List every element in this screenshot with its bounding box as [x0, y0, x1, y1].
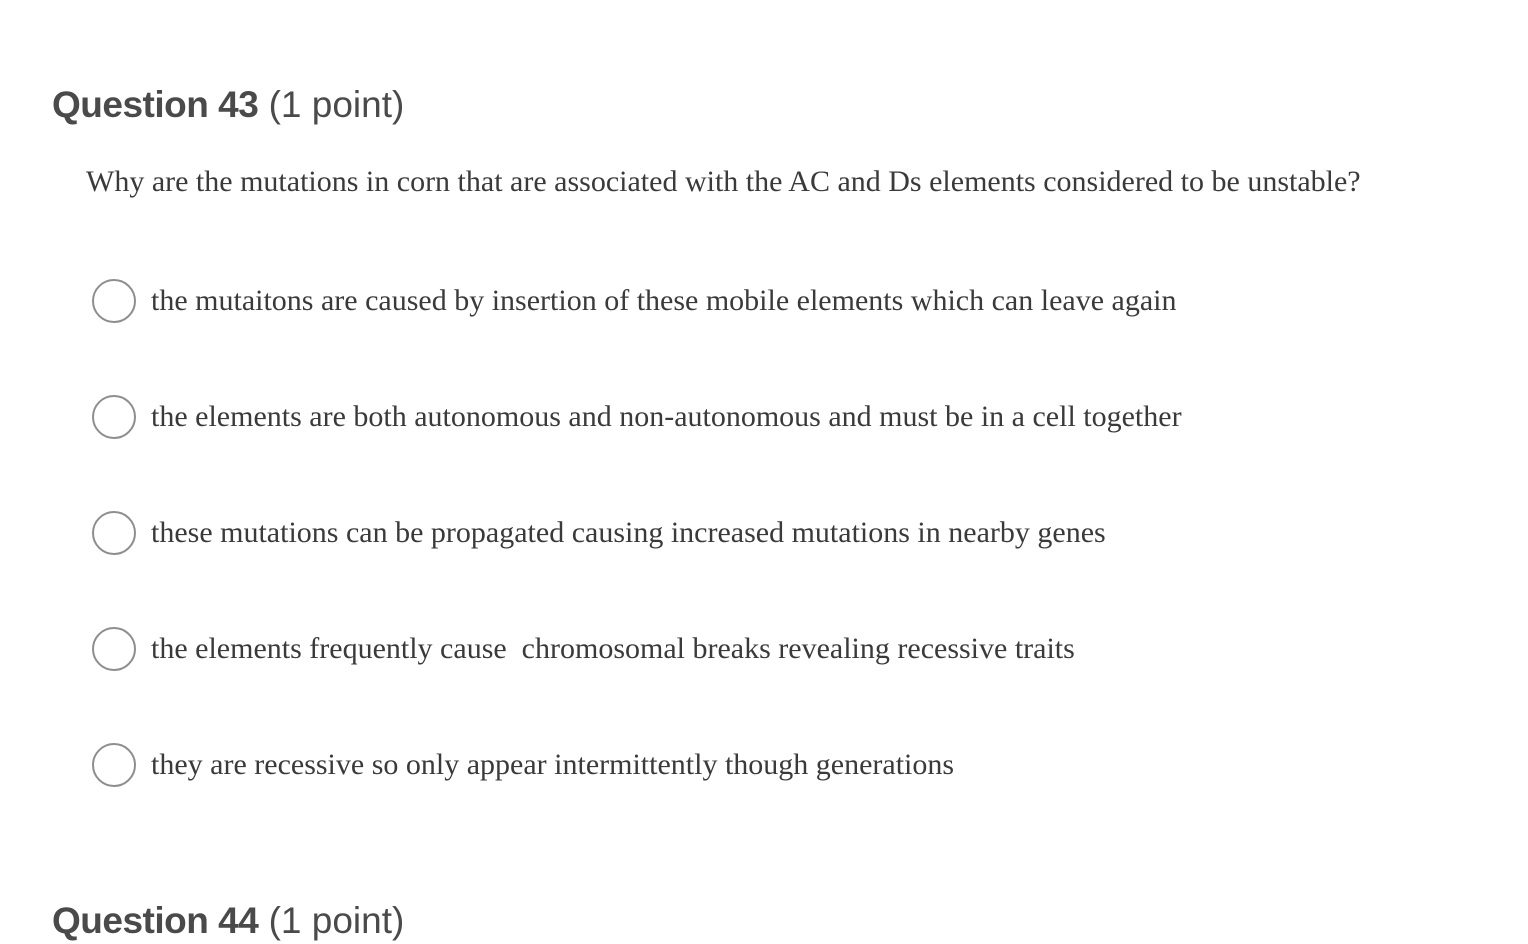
question-title: Question 43 [52, 84, 259, 125]
radio-button[interactable] [92, 511, 136, 555]
question-points: (1 point) [268, 84, 405, 125]
question-prompt: Why are the mutations in corn that are associated with the AC and Ds elements considered to be unstable? [86, 165, 1361, 198]
question-points: (1 point) [268, 900, 405, 941]
answer-option-label: these mutations can be propagated causing increased mutations in nearby genes [151, 516, 1106, 549]
answer-option-4[interactable] [92, 625, 1075, 673]
question-44-heading [52, 902, 404, 939]
answer-option-label: the mutaitons are caused by insertion of these mobile elements which can leave again [151, 284, 1177, 317]
question-title: Question 44 [52, 900, 259, 941]
answer-option-label: the elements frequently cause chromosomal breaks revealing recessive traits [151, 632, 1075, 665]
radio-button[interactable] [92, 395, 136, 439]
answer-option-2[interactable] [92, 393, 1182, 441]
radio-button[interactable] [92, 743, 136, 787]
answer-option-label: the elements are both autonomous and non-autonomous and must be in a cell together [151, 400, 1182, 433]
radio-button[interactable] [92, 279, 136, 323]
radio-button[interactable] [92, 627, 136, 671]
answer-option-1[interactable] [92, 277, 1176, 325]
answer-option-label: they are recessive so only appear intermittently though generations [151, 748, 955, 781]
answer-option-3[interactable] [92, 509, 1106, 557]
answer-option-5[interactable] [92, 741, 954, 789]
question-43-heading [52, 86, 404, 123]
